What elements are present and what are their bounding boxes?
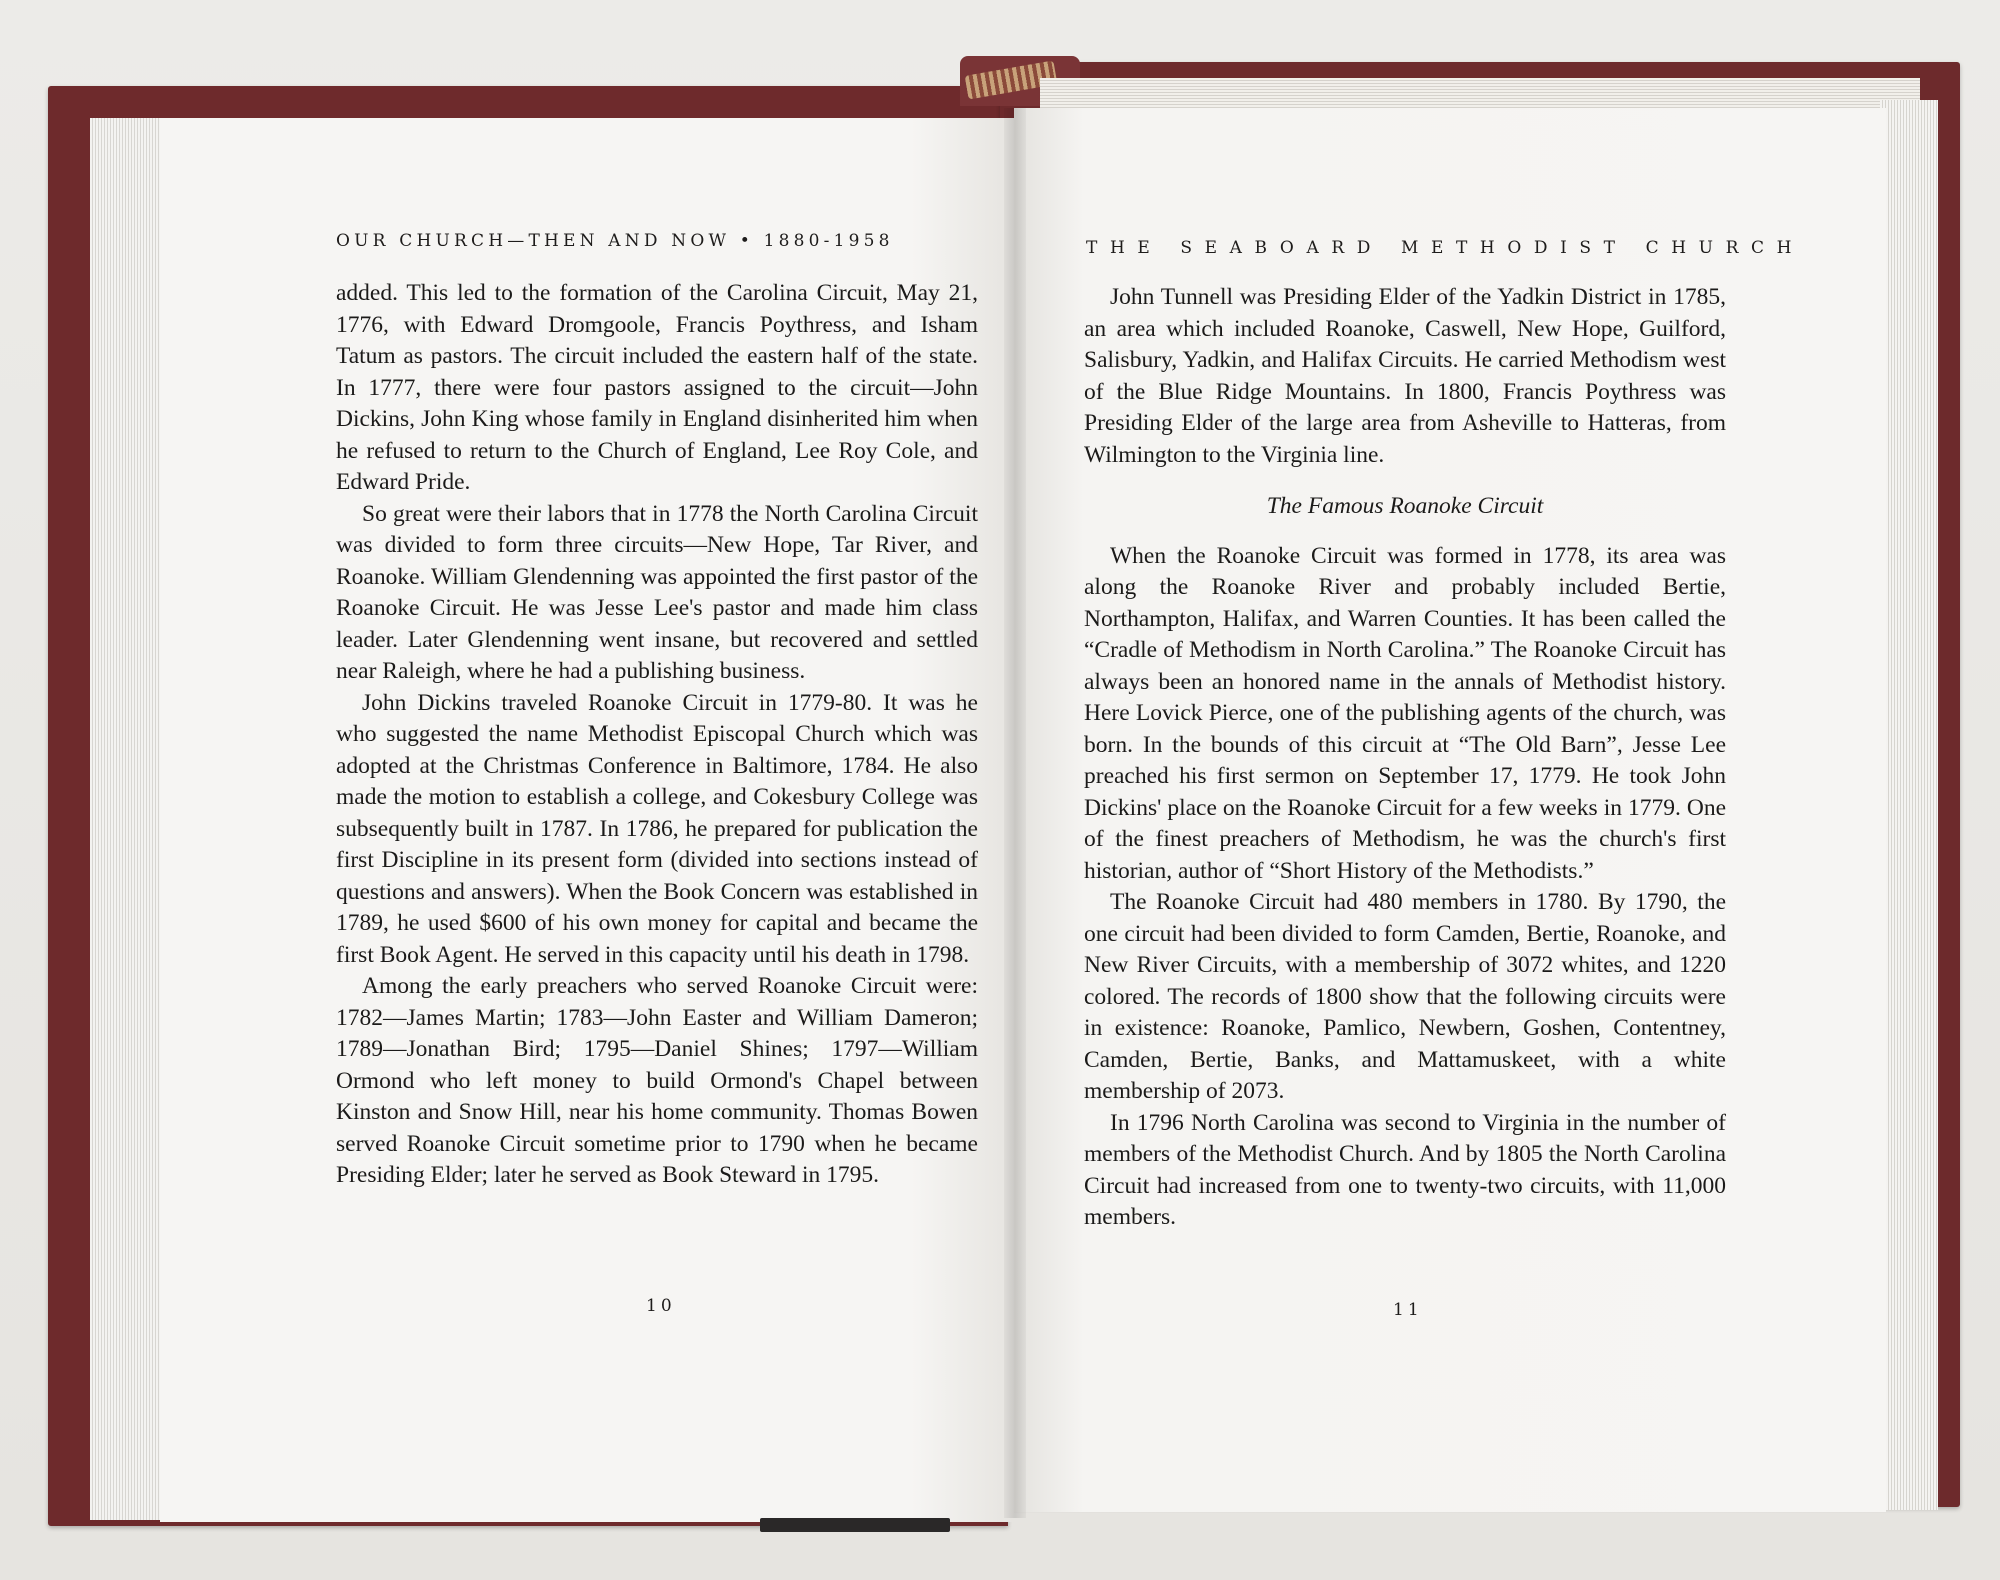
section-heading: The Famous Roanoke Circuit [1266, 493, 1544, 519]
paragraph: So great were their labors that in 1778 the North Carolina Circuit was divided to form three circuits—New Hope, Tar River, and Roanoke. William Glendenning was appointed the first pastor of the Roanoke Circuit. He was Jesse Lee's pastor and made him class leader. Later Glendenning went insane, but recovered and settled near Raleigh, where he had a publishing business. [336, 500, 978, 684]
paragraph: added. This led to the formation of the Carolina Circuit, May 21, 1776, with Edward Dromgoole, Francis Poythress, and Isham Tatum as pastors. The circuit included the eastern half of the state. In 1777, there were four pastors assigned to the circuit—John Dickins, John King whose family in England disinherited him when he refused to return to the Church of England, Lee Roy Cole, and Edward Pride. [336, 280, 978, 495]
left-page-body [336, 278, 978, 1192]
paragraph: When the Roanoke Circuit was formed in 1778, its area was along the Roanoke River and probably included Bertie, Northampton, Halifax, and Warren Counties. It has been called the “Cradle of Methodism in North Carolina.” The Roanoke Circuit has always been an honored name in the annals of Methodist history. Here Lovick Pierce, one of the publishing agents of the church, was born. In the bounds of this circuit at “The Old Barn”, Jesse Lee preached his first sermon on September 17, 1779. He took John Dickins' place on the Roanoke Circuit for a few weeks in 1779. One of the finest preachers of Methodism, he was the church's first historian, author of “Short History of the Methodists.” [1084, 542, 1726, 884]
page-edges-left [90, 118, 160, 1520]
page-number-right: 11 [1393, 1300, 1423, 1320]
bookmark-ribbon [760, 1518, 950, 1532]
right-page-body [1084, 282, 1726, 1234]
paragraph: In 1796 North Carolina was second to Virginia in the number of members of the Methodist Church. And by 1805 the North Carolina Circuit had increased from one to twenty-two circuits, with 11,000 members. [1084, 1109, 1726, 1230]
page-edges-right [1880, 100, 1938, 1510]
running-head-right: THE SEABOARD METHODIST CHURCH [1086, 238, 1805, 258]
book-gutter [1004, 108, 1026, 1518]
paragraph: John Tunnell was Presiding Elder of the Yadkin District in 1785, an area which included Roanoke, Caswell, New Hope, Guilford, Salisbury, Yadkin, and Halifax Circuits. He carried Methodism west of the Blue Ridge Mountains. In 1800, Francis Poythress was Presiding Elder of the large area from Asheville to Hatteras, from Wilmington to the Virginia line. [1084, 284, 1726, 468]
paragraph: The Roanoke Circuit had 480 members in 1780. By 1790, the one circuit had been divided to form Camden, Bertie, Roanoke, and New River Circuits, with a membership of 3072 whites, and 1220 colored. The records of 1800 show that the following circuits were in existence: Roanoke, Pamlico, Newbern, Goshen, Contentney, Camden, Bertie, Banks, and Mattamuskeet, with a white membership of 2073. [1084, 889, 1726, 1104]
paragraph: John Dickins traveled Roanoke Circuit in 1779-80. It was he who suggested the name Methodist Episcopal Church which was adopted at the Christmas Conference in Baltimore, 1784. He also made the motion to establish a college, and Cokesbury College was subsequently built in 1787. In 1786, he prepared for publication the first Discipline in its present form (divided into sections instead of questions and answers). When the Book Concern was established in 1789, he used $600 of his own money for capital and became the first Book Agent. He served in this capacity until his death in 1798. [336, 689, 978, 968]
paragraph: Among the early preachers who served Roanoke Circuit were: 1782—James Martin; 1783—John Easter and William Dameron; 1789—Jonathan Bird; 1795—Daniel Shines; 1797—William Ormond who left money to build Ormond's Chapel between Kinston and Snow Hill, near his home community. Thomas Bowen served Roanoke Circuit sometime prior to 1790 when he became Presiding Elder; later he served as Book Steward in 1795. [336, 973, 978, 1188]
page-number-left: 10 [646, 1296, 676, 1316]
running-head-left: OUR CHURCH—THEN AND NOW • 1880-1958 [336, 231, 894, 251]
